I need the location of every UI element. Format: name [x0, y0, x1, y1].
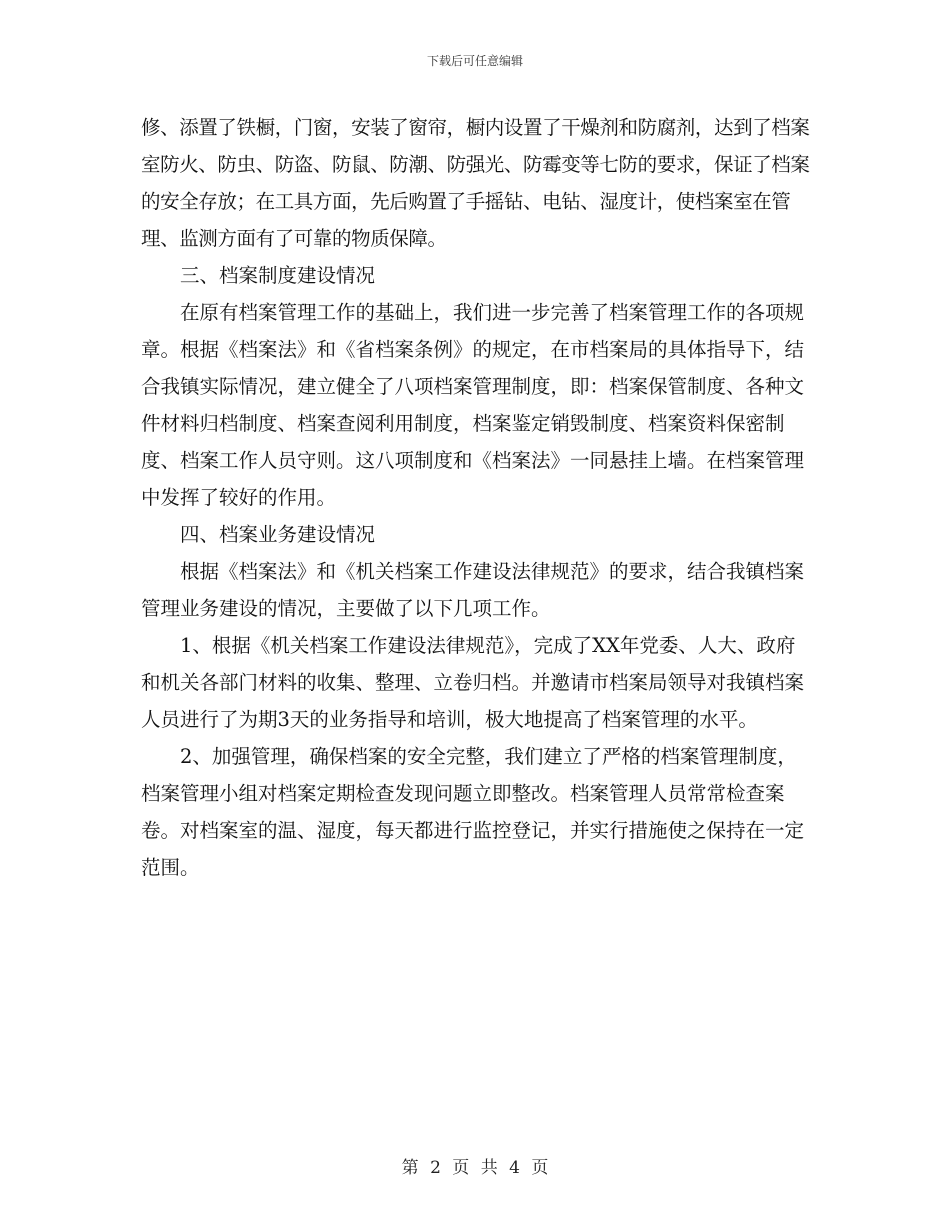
- paragraph-2: 在原有档案管理工作的基础上，我们进一步完善了档案管理工作的各项规章。根据《档案法》和《省档案条例》的规定，在市档案局的具体指导下，结合我镇实际情况，建立健全了八项档案管理制度，即：档案保管制度、各种文件材料归档制度、档案查阅利用制度，档案鉴定销毁制度、档案资料保密制度、档案工作人员守则。这八项制度和《档案法》一同悬挂上墙。在档案管理中发挥了较好的作用。: [141, 301, 805, 509]
- section-heading-4: 四、档案业务建设情况: [180, 523, 376, 546]
- page-header: 下载后可任意编辑: [426, 54, 523, 68]
- paragraph-1: 修、添置了铁橱，门窗，安装了窗帘，橱内设置了干燥剂和防腐剂，达到了档案室防火、防虫、防盗、防鼠、防潮、防强光、防霉变等七防的要求，保证了档案的安全存放；在工具方面，先后购置了手摇钻、电钻、湿度计，使档案室在管理、监测方面有了可靠的物质保障。: [141, 116, 810, 250]
- document-body: [141, 109, 813, 886]
- page-footer: 第 2 页 共 4 页: [401, 1158, 549, 1178]
- paragraph-4: 1、根据《机关档案工作建设法律规范》，完成了XX年党委、人大、政府和机关各部门材料的收集、整理、立卷归档。并邀请市档案局领导对我镇档案人员进行了为期3天的业务指导和培训，极大地提高了档案管理的水平。: [141, 634, 805, 731]
- paragraph-3: 根据《档案法》和《机关档案工作建设法律规范》的要求，结合我镇档案管理业务建设的情况，主要做了以下几项工作。: [141, 560, 805, 620]
- paragraph-5: 2、加强管理，确保档案的安全完整，我们建立了严格的档案管理制度，档案管理小组对档案定期检查发现问题立即整改。档案管理人员常常检查案卷。对档案室的温、湿度，每天都进行监控登记，并实行措施使之保持在一定范围。: [141, 745, 805, 879]
- section-heading-3: 三、档案制度建设情况: [180, 264, 376, 287]
